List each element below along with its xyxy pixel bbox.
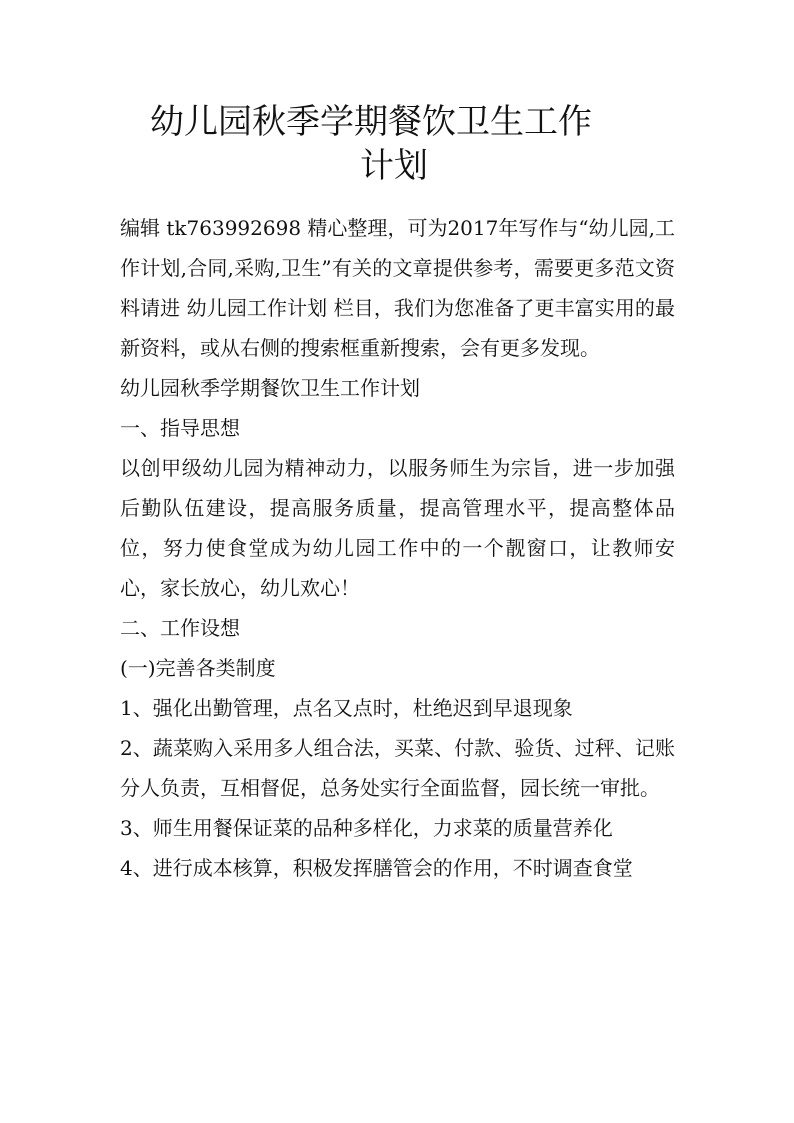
document-body	[120, 208, 675, 888]
subsection-1-heading: (一)完善各类制度	[120, 656, 276, 680]
document-title-line-1: 幼儿园秋季学期餐饮卫生工作	[150, 102, 592, 142]
document-title-line-2: 计划	[360, 146, 428, 186]
list-item-3: 3、师生用餐保证菜的品种多样化，力求菜的质量营养化	[120, 816, 613, 840]
list-item-4: 4、进行成本核算，积极发挥膳管会的作用，不时调查食堂	[120, 856, 633, 880]
section-1-paragraph: 以创甲级幼儿园为精神动力，以服务师生为宗旨，进一步加强后勤队伍建设，提高服务质量，提高管理水平，提高整体品位，努力使食堂成为幼儿园工作中的一个靓窗口，让教师安心，家长放心，幼儿欢心！	[120, 456, 675, 600]
section-2-heading: 二、工作设想	[120, 616, 240, 640]
list-item-2: 2、蔬菜购入采用多人组合法，买菜、付款、验货、过秤、记账分人负责，互相督促，总务处实行全面监督，园长统一审批。	[120, 736, 675, 800]
subtitle: 幼儿园秋季学期餐饮卫生工作计划	[120, 376, 420, 400]
intro-paragraph: 编辑 tk763992698 精心整理，可为2017年写作与“幼儿园,工作计划,合同,采购,卫生”有关的文章提供参考，需要更多范文资料请进 幼儿园工作计划 栏目，我们为您准备了更丰富实用的最新资料，或从右侧的搜索框重新搜索，会有更多发现。	[120, 216, 675, 360]
list-item-1: 1、强化出勤管理，点名又点时，杜绝迟到早退现象	[120, 696, 573, 720]
section-1-heading: 一、指导思想	[120, 416, 240, 440]
